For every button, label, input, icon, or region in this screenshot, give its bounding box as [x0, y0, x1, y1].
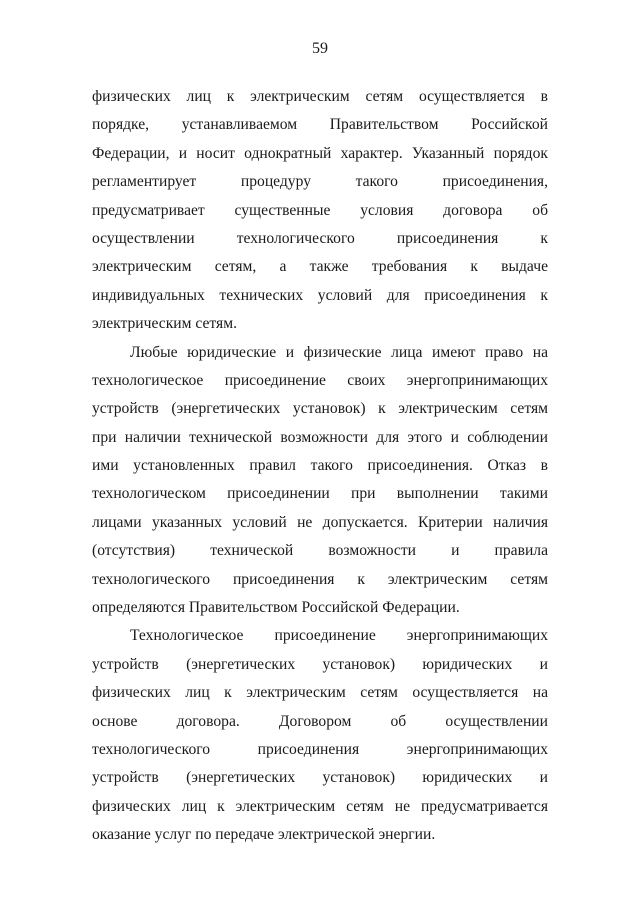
text-line: ими установленных правил такого присоединения. Отказ в	[92, 457, 548, 475]
text-line: технологическое присоединение своих энергопринимающих	[92, 371, 548, 389]
text-line: предусматривает существенные условия договора об	[92, 201, 548, 219]
text-line: физических лиц к электрическим сетям не предусматривается	[92, 797, 548, 815]
text-line: лицами указанных условий не допускается. Критерии наличия	[92, 513, 548, 531]
text-line: Технологическое присоединение энергопринимающих	[130, 627, 548, 645]
text-line: устройств (энергетических установок) юридических и	[92, 769, 548, 787]
page-number: 59	[312, 40, 328, 57]
paragraph-continuation	[92, 83, 548, 339]
text-line: определяются Правительством Российской Федерации.	[92, 599, 460, 617]
text-line: технологического присоединения энергопринимающих	[92, 740, 548, 758]
text-line: электрическим сетям, а также требования к выдаче	[92, 258, 548, 276]
text-line: при наличии технической возможности для этого и соблюдении	[92, 428, 548, 446]
text-line: технологическом присоединении при выполнении такими	[92, 485, 548, 503]
text-line: электрическим сетям.	[92, 315, 237, 333]
text-line: порядке, устанавливаемом Правительством Российской	[92, 116, 548, 134]
text-line: (отсутствия) технической возможности и правила	[92, 542, 548, 560]
paragraph-connection-contract	[92, 622, 548, 849]
text-line: оказание услуг по передаче электрической энергии.	[92, 826, 436, 844]
text-line: физических лиц к электрическим сетям осуществляется в	[92, 88, 548, 105]
document-body	[92, 83, 548, 850]
text-line: технологического присоединения к электрическим сетям	[92, 570, 548, 588]
text-line: физических лиц к электрическим сетям осуществляется на	[92, 684, 548, 702]
text-line: индивидуальных технических условий для присоединения к	[92, 286, 548, 304]
text-line: регламентирует процедуру такого присоединения,	[92, 173, 548, 191]
text-line: осуществлении технологического присоединения к	[92, 229, 548, 247]
text-line: Федерации, и носит однократный характер. Указанный порядок	[92, 144, 548, 162]
text-line: Любые юридические и физические лица имеют право на	[130, 343, 548, 361]
text-line: устройств (энергетических установок) к электрическим сетям	[92, 400, 548, 418]
text-line: основе договора. Договором об осуществлении	[92, 712, 548, 730]
text-line: устройств (энергетических установок) юридических и	[92, 655, 548, 673]
paragraph-connection-rights	[92, 339, 548, 623]
